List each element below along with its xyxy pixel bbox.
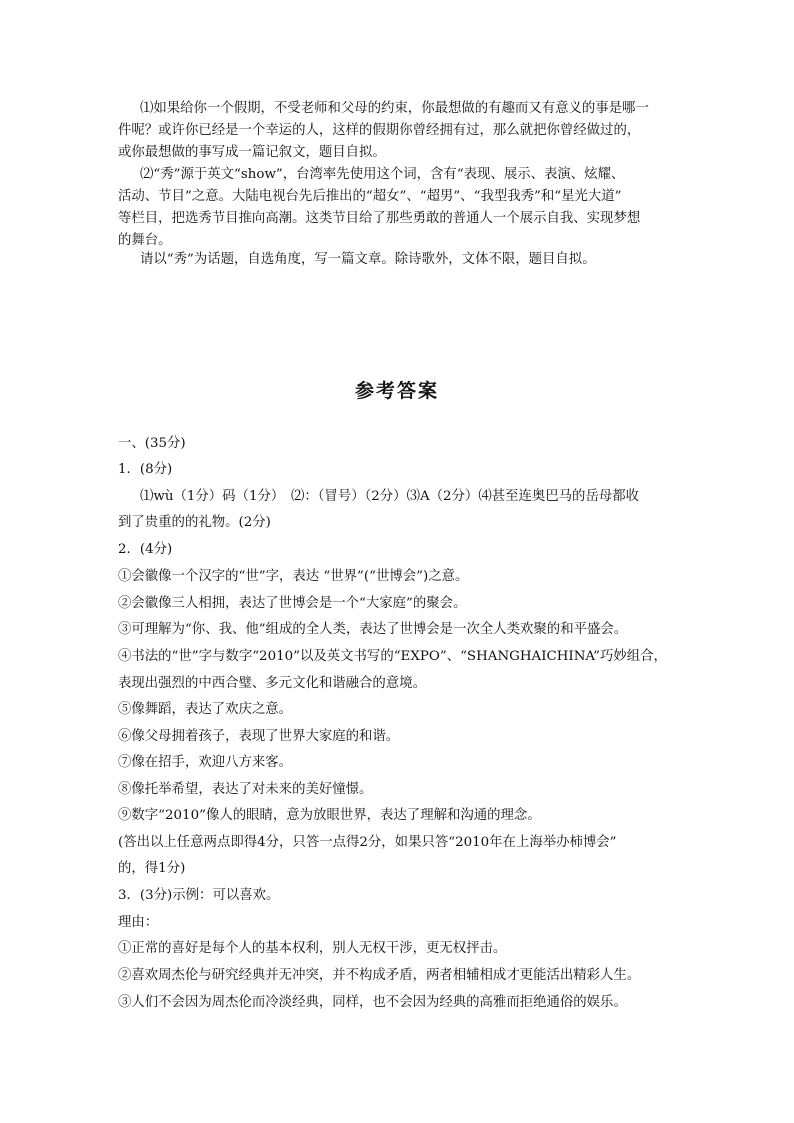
answer-item: ④书法的“世”字与数字“2010”以及英文书写的“EXPO”、“SHANGHAICHINA”巧妙组合，: [118, 649, 667, 664]
essay-p1-line: 或你最想做的事写成一篇记叙文，题目自拟。: [118, 145, 386, 160]
answer-item: ②喜欢周杰伦与研究经典并无冲突，并不构成矛盾，两者相辅相成才更能活出精彩人生。: [118, 968, 641, 983]
question-heading: 3．(3分)示例：可以喜欢。: [118, 888, 280, 903]
question-heading: 1．(8分): [118, 462, 173, 477]
answer-item: ⑥像父母拥着孩子，表现了世界大家庭的和谐。: [118, 729, 400, 744]
answer-note: 的，得1分): [118, 861, 186, 876]
answer-item: ③可理解为“你、我、他”组成的全人类，表达了世博会是一次全人类欢聚的和平盛会。: [118, 622, 628, 637]
answer-item: ⑦像在招手，欢迎八方来客。: [118, 755, 293, 770]
answers-title: 参考答案: [354, 380, 439, 402]
answer-line: ⑴wù（1分）码（1分） ⑵：（冒号）（2分）⑶A（2分）⑷甚至连奥巴马的岳母都收: [140, 489, 640, 504]
answer-item: ①会徽像一个汉字的“世”字，表达 “世界”(“世博会”)之意。: [118, 569, 469, 584]
essay-p1-line: 件呢？或许你已经是一个幸运的人，这样的假期你曾经拥有过，那么就把你曾经做过的，: [118, 123, 641, 138]
essay-p1-line: ⑴如果给你一个假期，不受老师和父母的约束，你最想做的有趣而又有意义的事是哪一: [140, 101, 649, 116]
answer-item: ①正常的喜好是每个人的基本权利，别人无权干涉，更无权抨击。: [118, 941, 507, 956]
essay-instruction: 请以“秀”为话题，自选角度，写一篇文章。除诗歌外，文体不限，题目自拟。: [140, 252, 596, 267]
answer-item: ⑤像舞蹈，表达了欢庆之意。: [118, 702, 293, 717]
answer-item: ⑧像托举希望，表达了对未来的美好憧憬。: [118, 782, 373, 797]
answer-item: ⑨数字“2010”像人的眼睛，意为放眼世界，表达了理解和沟通的理念。: [118, 808, 541, 823]
answer-item: ③人们不会因为周杰伦而冷淡经典，同样，也不会因为经典的高雅而拒绝通俗的娱乐。: [118, 995, 627, 1010]
answer-line: 理由：: [118, 915, 159, 930]
essay-p2-line: ⑵“秀”源于英文“show”，台湾率先使用这个词，含有“表现、展示、表演、炫耀、: [140, 167, 625, 182]
section-heading: 一、(35分): [118, 436, 186, 451]
essay-p2-line: 活动、节目”之意。大陆电视台先后推出的“超女”、“超男”、“我型我秀”和“星光大道”: [118, 189, 622, 204]
answer-note: (答出以上任意两点即得4分，只答一点得2分，如果只答“2010年在上海举办柿博会”: [118, 835, 617, 850]
essay-p2-line: 的舞台。: [118, 233, 172, 248]
answer-line: 到了贵重的的礼物。(2分): [118, 515, 271, 530]
answer-item: ②会徽像三人相拥，表达了世博会是一个“大家庭”的聚会。: [118, 596, 467, 611]
question-heading: 2．(4分): [118, 542, 173, 557]
essay-p2-line: 等栏目，把选秀节目推向高潮。这类节目给了那些勇敢的普通人一个展示自我、实现梦想: [118, 211, 641, 226]
answer-item: 表现出强烈的中西合璧、多元文化和谐融合的意境。: [118, 676, 426, 691]
